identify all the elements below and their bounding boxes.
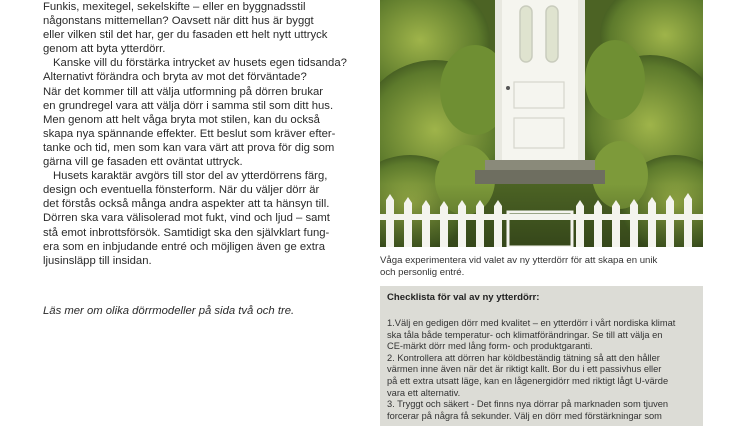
text-line: genom att byta ytterdörr. [43, 43, 166, 56]
front-door-photo [380, 0, 703, 247]
text-line: Kanske vill du förstärka intrycket av husets egen tidsanda? [53, 57, 347, 70]
text-line: tanke och tid, men som kan vara värt att prova för dig som [43, 141, 335, 154]
text-line: en grundregel vara att välja dörr i samma stil som ditt hus. [43, 99, 334, 112]
caption-line: och personlig entré. [380, 267, 465, 279]
photo-caption [380, 255, 700, 280]
text-line: design och eventuella fönsterform. När du väljer dörr är [43, 184, 320, 197]
checklist-line: ska tåla både temperatur- och klimatförändringar. Se till att välja en [387, 329, 663, 340]
text-line: stå emot inbrottsförsök. Samtidigt ska den självklart fung- [43, 226, 330, 239]
checklist-line: vara ett alternativ. [387, 387, 461, 398]
checklist-line: 1.Välj en gedigen dörr med kvalitet – en ytterdörr i vårt nordiska klimat [387, 318, 676, 328]
text-line: Funkis, mexitegel, sekelskifte – eller en byggnadsstil [43, 1, 306, 13]
checklist-line: värmen inne även när det är riktigt kallt. Bor du i ett passivhus eller [387, 364, 662, 375]
door-illustration [380, 0, 703, 247]
checklist-line: 2. Kontrollera att dörren har köldbeständig tätning så att den håller [387, 352, 660, 363]
checklist-box [380, 286, 703, 426]
text-line: skapa nya spännande effekter. Ett beslut som kräver efter- [43, 127, 336, 140]
text-line: Husets karaktär avgörs till stor del av ytterdörrens färg, [53, 170, 328, 183]
text-line: Men genom att helt våga bryta mot stilen, kan du också [43, 113, 320, 126]
text-line: När det kommer till att välja utformning på dörren brukar [43, 85, 324, 98]
checklist-body [387, 318, 699, 422]
checklist-line: 3. Tryggt och säkert - Det finns nya dörrar på marknaden som tjuven [387, 399, 669, 410]
text-line: gärna vill ge fasaden ett oväntat uttryck. [43, 156, 243, 169]
checklist-line: på ett extra utsatt läge, kan en lågenergidörr med riktigt lågt U-värde [387, 375, 669, 386]
checklist-title: Checklista för val av ny ytterdörr: [387, 292, 540, 303]
text-line: Alternativt förändra och bryta av mot det förväntade? [43, 71, 307, 84]
text-line: det förstås också många andra aspekter att ta hänsyn till. [43, 198, 330, 211]
caption-line: Våga experimentera vid valet av ny ytterdörr för att skapa en unik [380, 255, 658, 266]
checklist-line: CE-märkt dörr med lång form- och produktgaranti. [387, 341, 593, 352]
text-line: Dörren ska vara välisolerad mot fukt, vind och ljud – samt [43, 212, 330, 225]
read-more-note: Läs mer om olika dörrmodeller på sida två och tre. [43, 305, 295, 317]
checklist-line: forcerar på några få sekunder. Välj en dörr med förstärkningar som [387, 410, 662, 421]
article-body [43, 0, 370, 268]
text-line: era som en inbjudande entré och möjligen även ge extra [43, 240, 325, 253]
text-line: ljusinsläpp till insidan. [43, 254, 152, 267]
text-line: eller vilken stil det har, ger du fasaden ett helt nytt uttryck [43, 29, 328, 42]
text-line: någonstans mittemellan? Oavsett när ditt hus är byggt [43, 15, 314, 28]
